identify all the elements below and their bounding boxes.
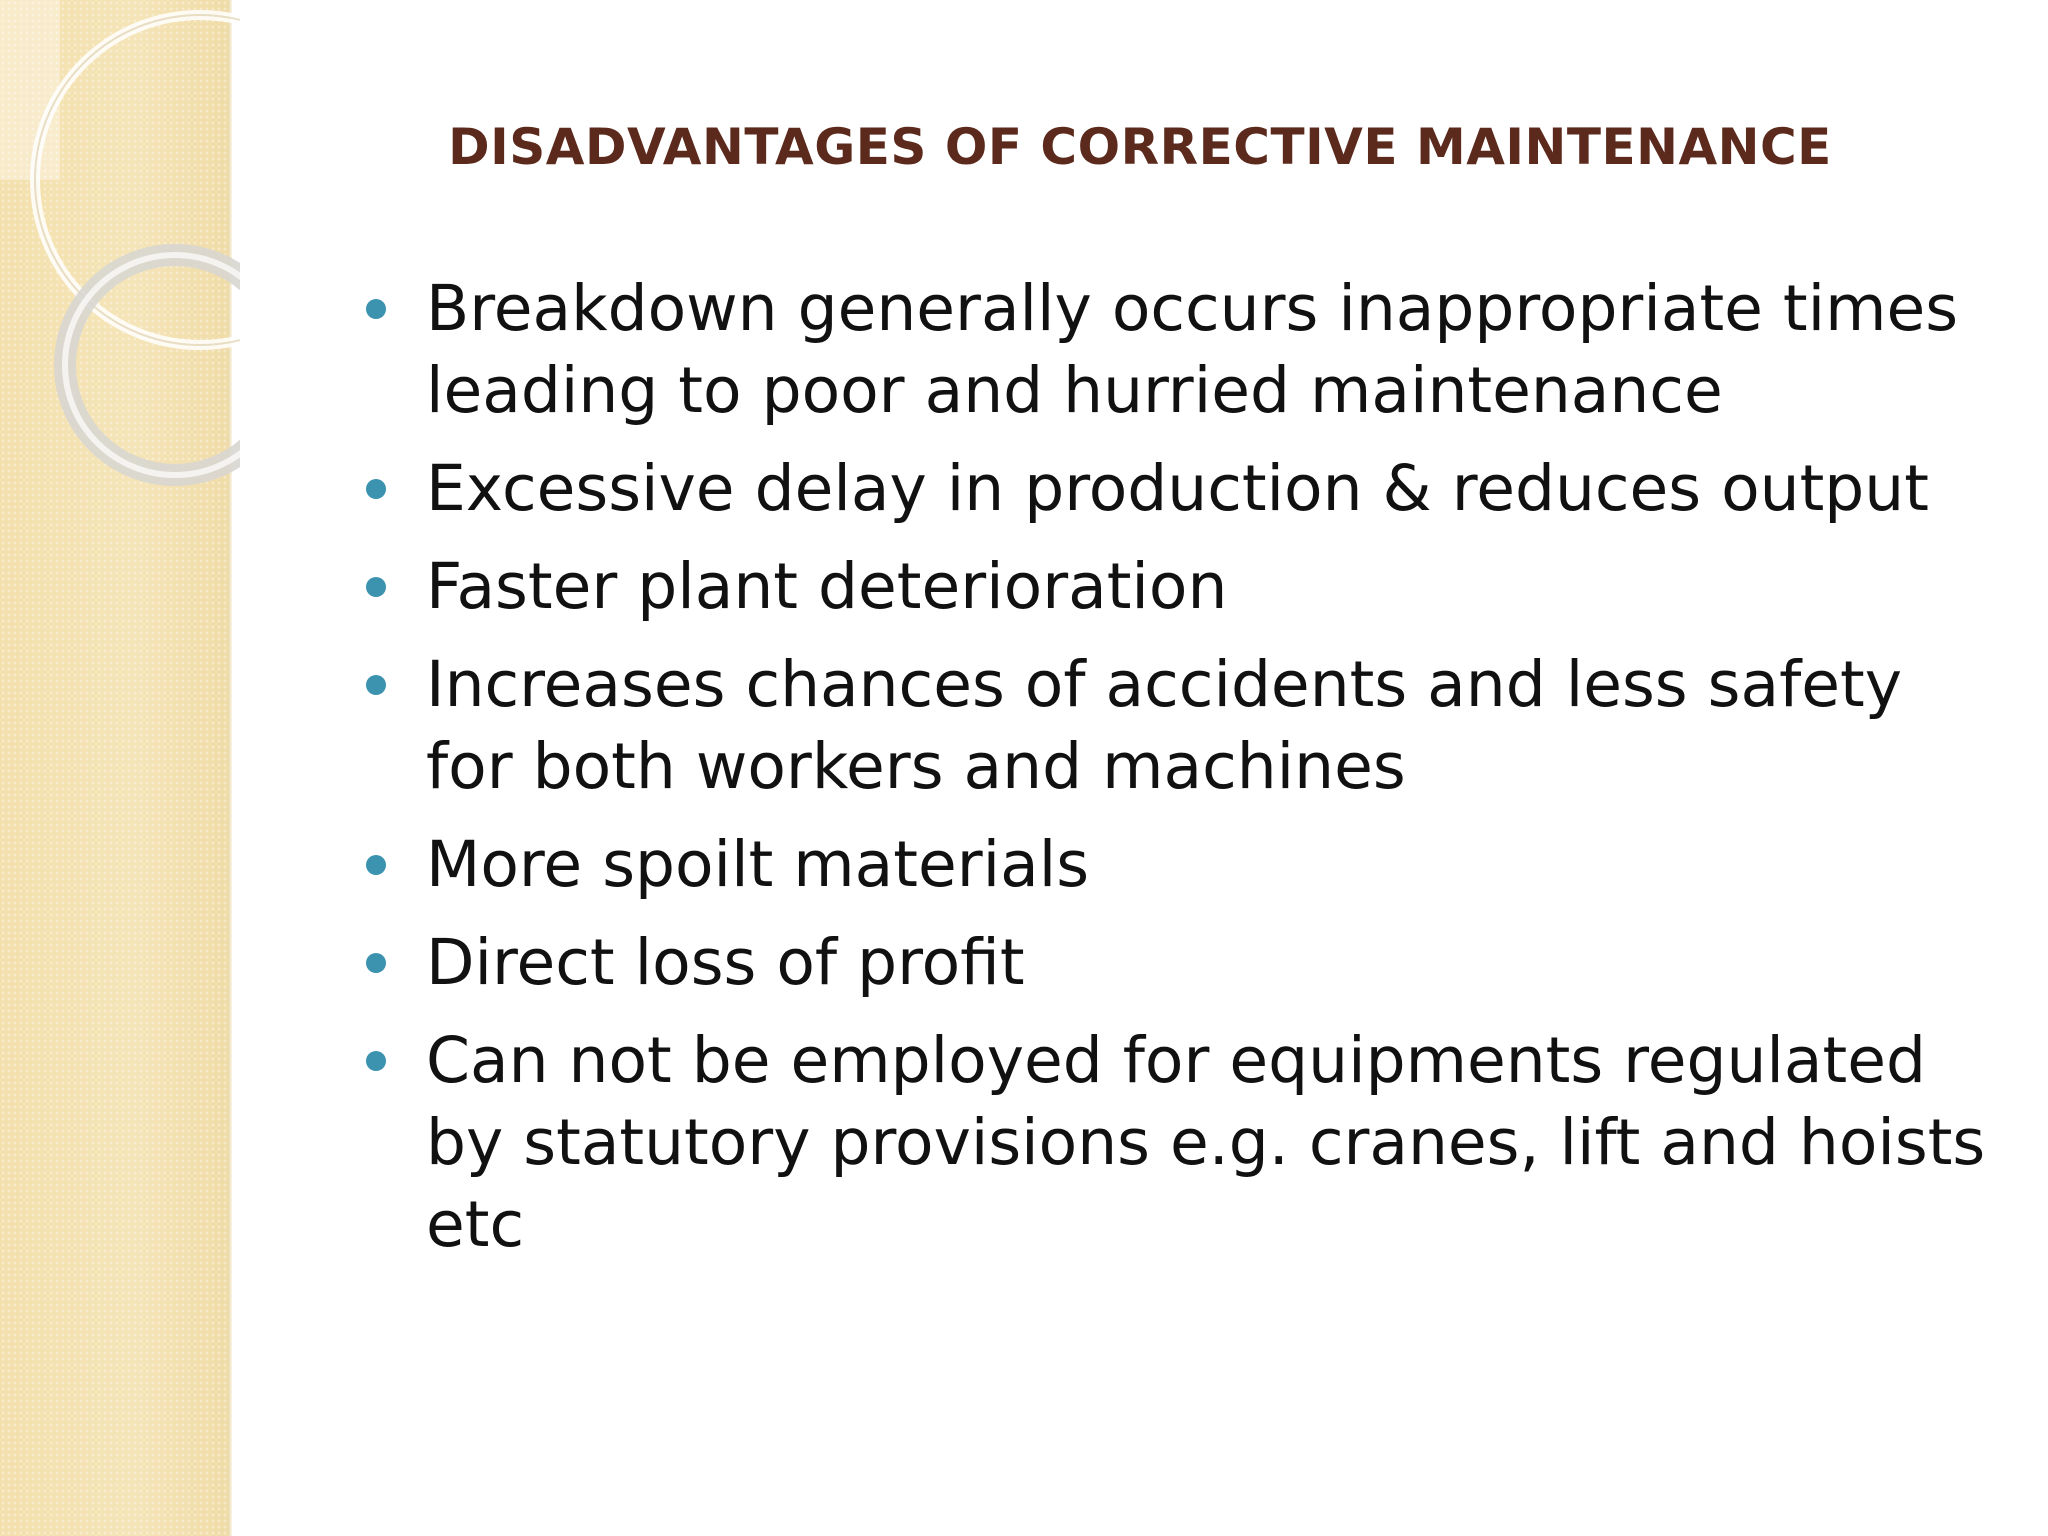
bullet-text: Direct loss of profit — [426, 926, 1025, 999]
list-item — [352, 268, 1992, 432]
list-item — [352, 1020, 1992, 1266]
list-item — [352, 824, 1992, 906]
bullet-dot-icon — [366, 855, 386, 875]
slide-title: DISADVANTAGES OF CORRECTIVE MAINTENANCE — [448, 118, 1832, 176]
bullet-text: Can not be employed for equipments regulated by statutory provisions e.g. cranes, lift and hoists etc — [426, 1024, 1986, 1261]
list-item — [352, 546, 1992, 628]
bullet-dot-icon — [366, 479, 386, 499]
bullet-dot-icon — [366, 577, 386, 597]
bullet-dot-icon — [366, 299, 386, 319]
list-item — [352, 448, 1992, 530]
bullet-text: Breakdown generally occurs inappropriate times leading to poor and hurried maintenance — [426, 272, 1959, 427]
bullet-list — [352, 268, 1992, 1282]
bullet-dot-icon — [366, 675, 386, 695]
bullet-dot-icon — [366, 953, 386, 973]
bullet-text: Increases chances of accidents and less safety for both workers and machines — [426, 648, 1903, 803]
bullet-text: Faster plant deterioration — [426, 550, 1228, 623]
bullet-text: Excessive delay in production & reduces output — [426, 452, 1929, 525]
list-item — [352, 644, 1992, 808]
decorative-rings-icon — [0, 0, 240, 520]
bullet-dot-icon — [366, 1051, 386, 1071]
bullet-text: More spoilt materials — [426, 828, 1090, 901]
list-item — [352, 922, 1992, 1004]
